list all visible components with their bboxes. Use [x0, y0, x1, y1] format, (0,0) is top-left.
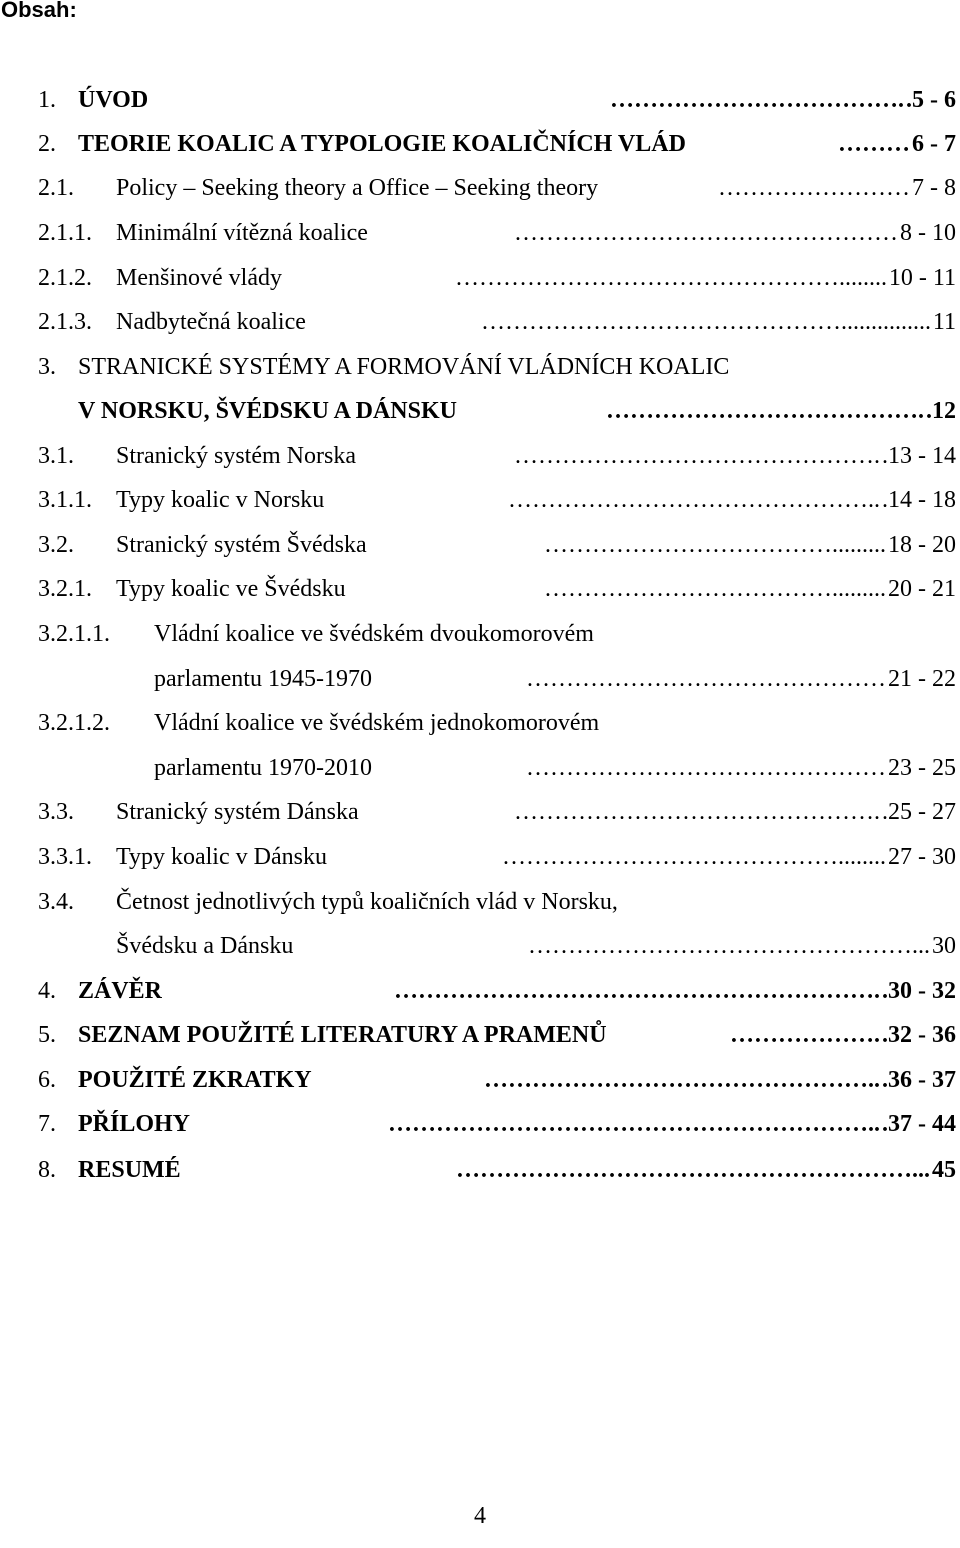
toc-entry-page: 10 - 11 [888, 265, 956, 291]
toc-entry[interactable] [0, 971, 960, 1011]
toc-entry-title: POUŽITÉ ZKRATKY [78, 1067, 312, 1093]
toc-entry[interactable] [0, 792, 960, 832]
toc-entry-number: 2.1. [38, 175, 74, 201]
toc-entry-title: Švédsku a Dánsku [116, 933, 294, 959]
toc-entry-number: 2.1.3. [38, 309, 92, 335]
toc-entry-leader: …………………… [718, 175, 910, 201]
toc-entry-title: Policy – Seeking theory a Office – Seeking theory [116, 175, 599, 201]
toc-entry[interactable] [0, 302, 960, 342]
toc-entry-page: 20 - 21 [888, 576, 956, 602]
toc-entry-leader: …………………………………………………... [456, 1157, 930, 1183]
toc-entry-number: 7. [38, 1111, 56, 1137]
toc-heading: Obsah: [1, 0, 77, 22]
toc-entry-title: Minimální vítězná koalice [116, 220, 368, 246]
toc-entry-page: .5 - 6 [906, 87, 956, 113]
toc-entry-leader: ………………………………......... [544, 576, 886, 602]
toc-entry-page: 6 - 7 [912, 131, 956, 157]
toc-entry-leader: …………………………………. [606, 398, 924, 424]
toc-entry-title: Stranický systém Norska [116, 443, 356, 469]
page-number: 4 [474, 1503, 486, 1529]
toc-entry-title: Četnost jednotlivých typů koaličních vlád v Norsku, [116, 889, 618, 915]
toc-entry-leader: ………………………………......... [544, 532, 886, 558]
toc-entry-number: 5. [38, 1022, 56, 1048]
toc-entry[interactable] [0, 882, 960, 922]
toc-entry-leader: ……………………………………….. [508, 487, 880, 513]
toc-entry-page: 21 - 22 [888, 666, 956, 692]
toc-entry-number: 3.2.1.1. [38, 621, 110, 647]
toc-entry-number: 2. [38, 131, 56, 157]
toc-entry-leader: ………………………………………….. [484, 1067, 880, 1093]
toc-entry-title: Vládní koalice ve švédském jednokomorovém [154, 710, 600, 736]
toc-entry-page: .32 - 36 [882, 1022, 956, 1048]
toc-entry[interactable] [0, 80, 960, 120]
toc-entry[interactable] [0, 1015, 960, 1055]
toc-entry-page: .36 - 37 [882, 1067, 956, 1093]
toc-entry-page: 18 - 20 [888, 532, 956, 558]
toc-entry-number: 3.1.1. [38, 487, 92, 513]
toc-entry[interactable] [0, 748, 960, 788]
toc-entry-page: .25 - 27 [882, 799, 956, 825]
toc-entry-number: 2.1.1. [38, 220, 92, 246]
toc-entry-page: 7 - 8 [912, 175, 956, 201]
toc-entry-number: 3. [38, 354, 56, 380]
toc-entry-number: 6. [38, 1067, 56, 1093]
toc-entry[interactable] [0, 837, 960, 877]
toc-entry-title: RESUMÉ [78, 1157, 181, 1183]
toc-entry-leader: …………………………………………... [528, 933, 930, 959]
toc-entry[interactable] [0, 347, 960, 387]
toc-entry[interactable] [0, 391, 960, 431]
toc-entry-page: 45 [932, 1157, 956, 1183]
toc-entry-title: parlamentu 1945-1970 [154, 666, 372, 692]
toc-entry-leader: …………………………………………………….. [388, 1111, 880, 1137]
toc-entry-title: ZÁVĚR [78, 978, 163, 1004]
toc-entry-title: ÚVOD [78, 87, 149, 113]
toc-entry-number: 3.4. [38, 889, 74, 915]
toc-entry[interactable] [0, 124, 960, 164]
toc-entry-page: 8 - 10 [900, 220, 956, 246]
toc-entry-title: PŘÍLOHY [78, 1111, 191, 1137]
toc-entry-page: .12 [926, 398, 956, 424]
toc-entry-number: 4. [38, 978, 56, 1004]
toc-entry[interactable] [0, 258, 960, 298]
toc-entry-leader: ………………………………. [610, 87, 904, 113]
toc-entry-page: 27 - 30 [888, 844, 956, 870]
toc-entry[interactable] [0, 213, 960, 253]
toc-entry[interactable] [0, 168, 960, 208]
toc-entry-title: Typy koalic v Norsku [116, 487, 325, 513]
toc-entry-title: Nadbytečná koalice [116, 309, 306, 335]
toc-entry[interactable] [0, 1060, 960, 1100]
toc-entry-title: Typy koalic v Dánsku [116, 844, 327, 870]
toc-entry-page: 23 - 25 [888, 755, 956, 781]
toc-entry-leader: ………………………………………. [514, 799, 880, 825]
toc-entry-leader: ……… [838, 131, 910, 157]
toc-entry-title: parlamentu 1970-2010 [154, 755, 372, 781]
toc-entry-leader: ………………………………………............... [481, 309, 931, 335]
toc-entry-title: Stranický systém Dánska [116, 799, 359, 825]
toc-entry-leader: ……………………………………........ [502, 844, 886, 870]
toc-entry-title: Typy koalic ve Švédsku [116, 576, 346, 602]
toc-entry[interactable] [0, 1150, 960, 1190]
toc-entry-number: 3.2. [38, 532, 74, 558]
toc-entry-page: 11 [932, 309, 956, 335]
toc-entry-page: .14 - 18 [882, 487, 956, 513]
toc-entry-page: .37 - 44 [882, 1111, 956, 1137]
toc-entry-title: STRANICKÉ SYSTÉMY A FORMOVÁNÍ VLÁDNÍCH KOALIC [78, 354, 730, 380]
toc-entry-title: SEZNAM POUŽITÉ LITERATURY A PRAMENŮ [78, 1022, 607, 1048]
toc-entry-leader: ………………………………………. [514, 443, 880, 469]
toc-entry-leader: ………………. [730, 1022, 880, 1048]
toc-entry-number: 3.3.1. [38, 844, 92, 870]
toc-entry-leader: ………………………………………… [514, 220, 898, 246]
toc-entry-number: 3.2.1.2. [38, 710, 110, 736]
toc-entry-leader: ……………………………………………………. [394, 978, 880, 1004]
toc-entry-number: 3.2.1. [38, 576, 92, 602]
toc-entry[interactable] [0, 659, 960, 699]
toc-entry-title: Menšinové vlády [116, 265, 282, 291]
toc-entry-leader: ……………………………………… [526, 666, 886, 692]
toc-entry[interactable] [0, 569, 960, 609]
toc-entry-title: V NORSKU, ŠVÉDSKU A DÁNSKU [78, 398, 457, 424]
toc-entry[interactable] [0, 703, 960, 743]
toc-entry-leader: ……………………………………… [526, 755, 886, 781]
toc-entry-leader: …………………………………………........ [455, 265, 887, 291]
toc-entry-number: 3.3. [38, 799, 74, 825]
toc-entry-page: 30 [932, 933, 956, 959]
toc-entry-number: 3.1. [38, 443, 74, 469]
toc-entry-title: TEORIE KOALIC A TYPOLOGIE KOALIČNÍCH VLÁD [78, 131, 686, 157]
toc-entry-page: .30 - 32 [882, 978, 956, 1004]
toc-entry[interactable] [0, 614, 960, 654]
toc-entry-number: 1. [38, 87, 56, 113]
toc-entry-number: 8. [38, 1157, 56, 1183]
toc-entry[interactable] [0, 436, 960, 476]
toc-entry-page: .13 - 14 [882, 443, 956, 469]
toc-entry[interactable] [0, 926, 960, 966]
toc-entry[interactable] [0, 1104, 960, 1144]
toc-entry-title: Stranický systém Švédska [116, 532, 367, 558]
toc-entry-number: 2.1.2. [38, 265, 92, 291]
toc-entry[interactable] [0, 525, 960, 565]
toc-entry[interactable] [0, 480, 960, 520]
toc-entry-title: Vládní koalice ve švédském dvoukomorovém [154, 621, 594, 647]
